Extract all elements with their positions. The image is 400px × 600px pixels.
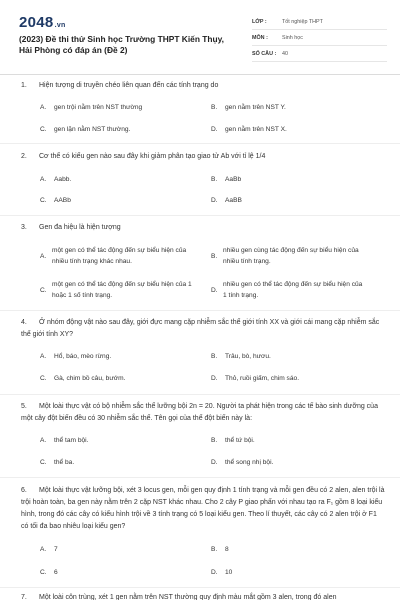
answer-option-a[interactable] [40, 246, 192, 267]
question-number: 6. [21, 487, 27, 494]
question-divider [0, 477, 400, 478]
answer-option-b[interactable] [211, 352, 271, 362]
option-letter: B. [211, 252, 218, 260]
question-text: Gen đa hiệu là hiện tượng [39, 224, 121, 231]
answer-option-a[interactable] [40, 436, 88, 446]
option-letter: C. [40, 375, 47, 382]
option-text: gen nằm trên NST Y. [225, 104, 286, 111]
logo-suffix: .vn [54, 22, 66, 29]
logo-text: 2048 [19, 14, 54, 31]
question-stem [21, 485, 386, 533]
answer-option-a[interactable] [40, 175, 71, 185]
answer-option-b[interactable] [211, 545, 229, 555]
option-text: nhiều gen cùng tác động đến sự biểu hiện của nhiều tính trạng. [223, 247, 359, 265]
answer-option-c[interactable] [40, 374, 125, 384]
option-letter: D. [211, 286, 218, 294]
option-text: Hổ, báo, mèo rừng. [54, 353, 112, 360]
option-text: 7 [54, 546, 58, 553]
option-letter: A. [40, 437, 47, 444]
question-text: Hiện tượng di truyền chéo liên quan đến các tính trạng do [39, 82, 219, 89]
option-text: 8 [225, 546, 229, 553]
option-text: một gen có thể tác động đến sự biểu hiện của nhiều tính trạng khác nhau. [52, 247, 187, 265]
answer-option-d[interactable] [211, 196, 242, 206]
meta-value: Tốt nghiệp THPT [282, 18, 323, 25]
option-letter: A. [40, 104, 47, 111]
option-text: thể ba. [54, 459, 75, 466]
site-logo[interactable] [19, 14, 66, 31]
option-letter: B. [211, 104, 218, 111]
meta-key: SỐ CÂU : [252, 50, 277, 57]
answer-option-d[interactable] [211, 374, 299, 384]
question-text: Cơ thể có kiểu gen nào sau đây khi giảm phân tạo giao tử Ab với tỉ lệ 1/4 [39, 153, 266, 160]
meta-row-class [252, 14, 387, 30]
page-header [0, 0, 400, 74]
question-stem [21, 592, 386, 600]
option-text: gen nằm trên NST X. [225, 126, 287, 133]
option-text: 6 [54, 569, 58, 576]
exam-meta [252, 14, 387, 62]
answer-option-b[interactable] [211, 103, 286, 113]
question-number: 3. [21, 224, 27, 231]
question-stem [21, 222, 386, 234]
option-letter: A. [40, 176, 47, 183]
question-divider [0, 587, 400, 588]
option-text: nhiều gen có thể tác động đến sự biểu hiện của 1 tính trạng. [223, 281, 363, 299]
answer-option-c[interactable] [40, 125, 130, 135]
option-letter: D. [211, 569, 218, 576]
option-text: Gà, chim bồ câu, bướm. [54, 375, 126, 382]
question-text: Một loài côn trùng, xét 1 gen nằm trên NST thường quy định màu mắt gồm 3 alen, trong đó alen [39, 594, 337, 600]
question-stem [21, 151, 386, 163]
question-stem [21, 80, 386, 92]
option-text: Aabb. [54, 176, 72, 183]
option-text: 10 [225, 569, 233, 576]
question-stem [21, 401, 386, 425]
meta-key: MÔN : [252, 34, 268, 41]
answer-option-b[interactable] [211, 246, 363, 267]
option-letter: C. [40, 126, 47, 133]
option-letter: B. [211, 437, 218, 444]
option-text: Thỏ, ruồi giấm, chim sáo. [225, 375, 300, 382]
meta-row-subject [252, 30, 387, 46]
answer-option-c[interactable] [40, 196, 71, 206]
question-divider [0, 143, 400, 144]
option-letter: D. [211, 126, 218, 133]
option-text: AaBB [225, 197, 242, 204]
answer-option-c[interactable] [40, 458, 74, 468]
option-text: một gen có thể tác động đến sự biểu hiện của 1 hoặc 1 số tính trạng. [52, 281, 192, 299]
question-text: Ở nhóm động vật nào sau đây, giới đực mang cặp nhiễm sắc thể giới tính XX và giới cái mang cặp nhiễm sắc thể giới tính XY? [21, 319, 380, 338]
answer-option-b[interactable] [211, 436, 255, 446]
answer-option-a[interactable] [40, 545, 58, 555]
option-letter: C. [40, 459, 47, 466]
meta-value: Sinh học [282, 34, 303, 41]
option-letter: D. [211, 375, 218, 382]
question-number: 2. [21, 153, 27, 160]
question-number: 4. [21, 319, 27, 326]
option-text: gen lặn nằm NST thường. [54, 126, 131, 133]
option-text: Trâu, bò, hươu. [225, 353, 271, 360]
question-text: Một loài thực vật lưỡng bội, xét 3 locus gen, mỗi gen quy định 1 tính trạng và mỗi gen đều có 2 alen, alen trội là trội hoàn toàn, ba gen này nằm trên 2 cặp NST khác nhau. Cho 2 cây P giao phấn với nhau tạo ra F₁ gồm 8 loại kiểu hình, trong đó các cây có kiểu hình trội về 3 tính trạng có 5 loại kiểu gen. Theo lí thuyết, các cây có 2 alen trội ở F1 có tối đa bao nhiêu loại kiểu gen? [21, 487, 385, 530]
question-divider [0, 215, 400, 216]
question-text: Một loài thực vật có bộ nhiễm sắc thể lưỡng bội 2n = 20. Người ta phát hiện trong các tế bào sinh dưỡng của một cây đột biến đều có 30 nhiễm sắc thể. Tên gọi của thể đột biến này là: [21, 403, 378, 422]
answer-option-c[interactable] [40, 280, 192, 301]
option-text: thể tứ bội. [225, 437, 255, 444]
answer-option-b[interactable] [211, 175, 241, 185]
answer-option-d[interactable] [211, 458, 273, 468]
option-letter: A. [40, 353, 47, 360]
answer-option-a[interactable] [40, 103, 142, 113]
answer-option-d[interactable] [211, 125, 287, 135]
question-divider [0, 394, 400, 395]
answer-option-d[interactable] [211, 568, 232, 578]
option-text: AABb [54, 197, 71, 204]
option-letter: C. [40, 197, 47, 204]
option-text: thể tam bội. [54, 437, 89, 444]
question-number: 7. [21, 594, 27, 600]
option-letter: C. [40, 569, 47, 576]
option-letter: D. [211, 459, 218, 466]
question-number: 5. [21, 403, 27, 410]
option-letter: B. [211, 353, 218, 360]
question-divider [0, 310, 400, 311]
option-letter: D. [211, 197, 218, 204]
answer-option-c[interactable] [40, 568, 58, 578]
answer-option-d[interactable] [211, 280, 363, 301]
meta-key: LỚP : [252, 18, 267, 25]
question-number: 1. [21, 82, 27, 89]
question-stem [21, 317, 386, 341]
meta-value: 40 [282, 50, 288, 57]
answer-option-a[interactable] [40, 352, 111, 362]
option-letter: A. [40, 546, 47, 553]
option-letter: A. [40, 252, 47, 260]
option-letter: B. [211, 176, 218, 183]
exam-title: (2023) Đề thi thử Sinh học Trường THPT Kiến Thụy, Hải Phòng có đáp án (Đề 2) [19, 34, 224, 55]
option-text: thể song nhị bội. [225, 459, 274, 466]
meta-row-count [252, 46, 387, 62]
header-divider [0, 74, 400, 75]
option-text: gen trội nằm trên NST thường [54, 104, 143, 111]
option-letter: C. [40, 286, 47, 294]
option-text: AaBb [225, 176, 242, 183]
option-letter: B. [211, 546, 218, 553]
